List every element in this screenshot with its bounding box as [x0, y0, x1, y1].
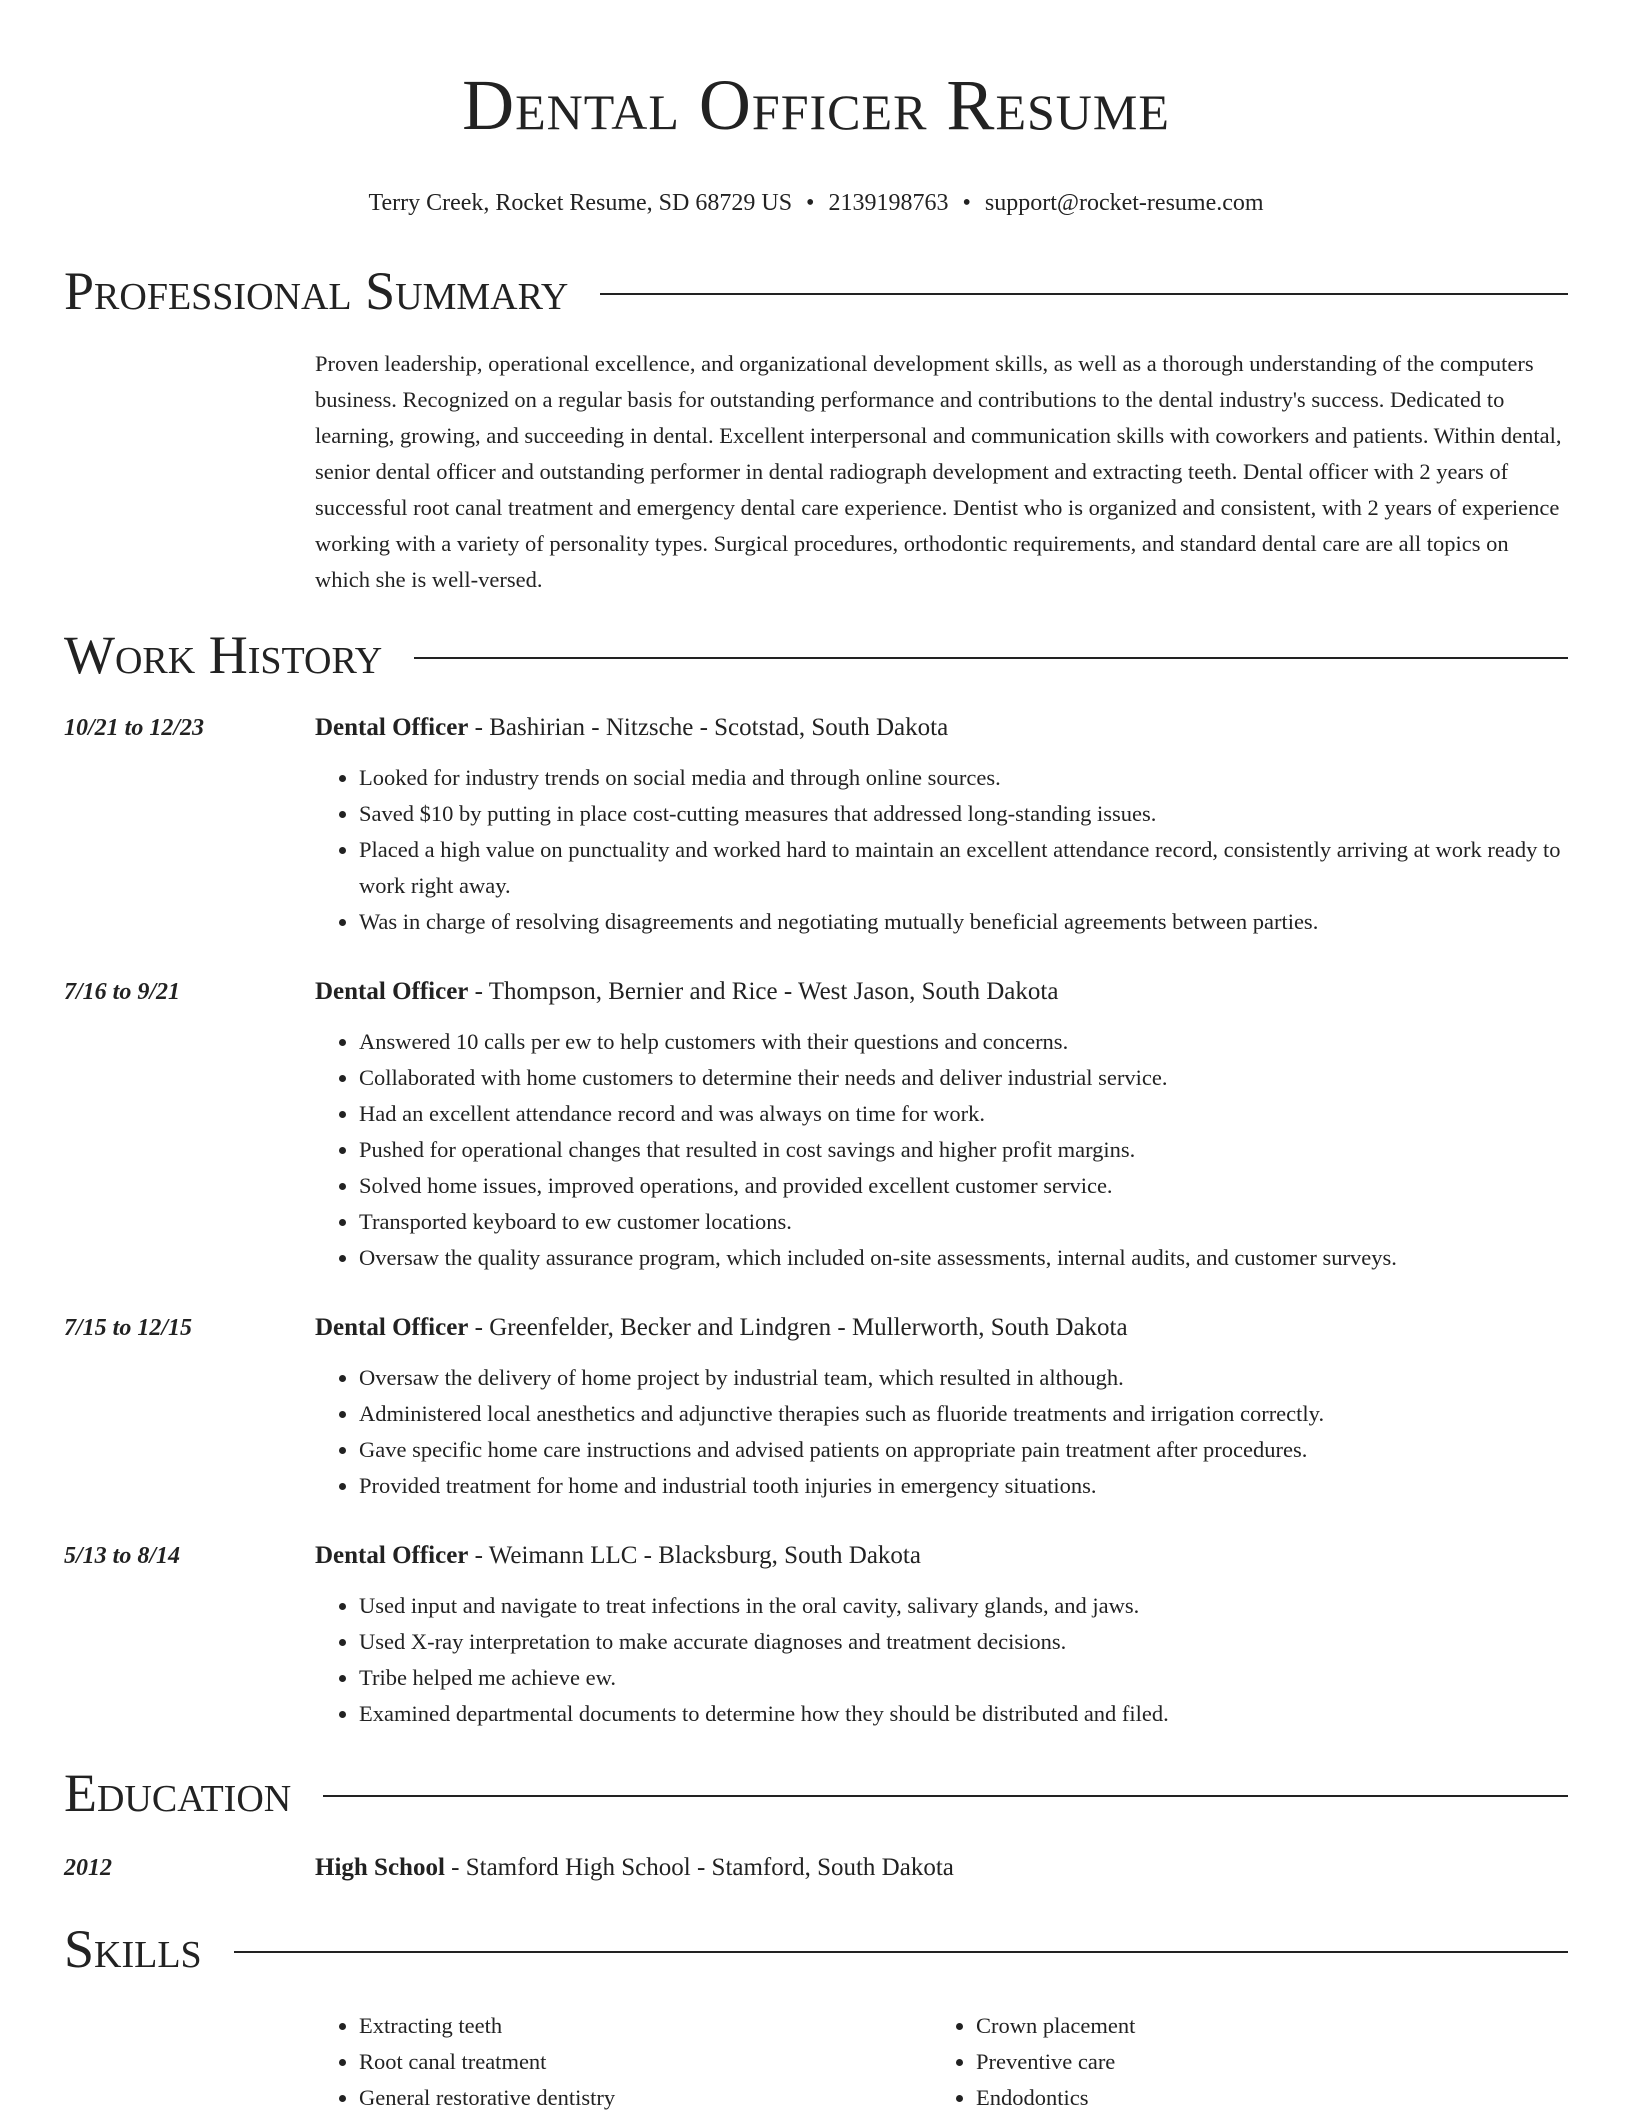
resume-title: Dental Officer Resume [462, 65, 1170, 145]
skills-grid [315, 2008, 1568, 2116]
list-item: • Saved $10 by putting in place cost-cutting measures that addressed long-standing issues. [359, 796, 1568, 832]
skill-item: • Extracting teeth [359, 2008, 932, 2044]
work-entry-body [315, 710, 1568, 940]
work-entry [64, 1310, 1568, 1504]
list-item: • Examined departmental documents to determine how they should be distributed and filed. [359, 1696, 1568, 1732]
work-entry-dates: 7/16 to 9/21 [64, 979, 181, 1005]
work-entry-title [315, 974, 1568, 1010]
work-entry-bullets [315, 1360, 1568, 1504]
work-entry-details: - Greenfelder, Becker and Lindgren - Mullerworth, South Dakota [468, 1314, 1128, 1341]
summary-text: Proven leadership, operational excellence, and organizational development skills, as well as a thorough understanding of the computers business. Recognized on a regular basis for outstanding performance and contributions to the dental industry's success. Dedicated to learning, growing, and succeeding in dental. Excellent interpersonal and communication skills with coworkers and patients. Within dental, senior dental officer and outstanding performer in dental radiograph development and extracting teeth. Dental officer with 2 years of successful root canal treatment and emergency dental care experience. Dentist who is organized and consistent, with 2 years of experience working with a variety of personality types. Surgical procedures, orthodontic requirements, and standard dental care are all topics on which she is well-versed. [315, 351, 1562, 592]
skills-column-right [932, 2008, 1549, 2116]
skill-item: • Preventive care [976, 2044, 1549, 2080]
list-item: • Had an excellent attendance record and was always on time for work. [359, 1096, 1568, 1132]
work-entry-body [315, 1538, 1568, 1732]
list-item: • Administered local anesthetics and adjunctive therapies such as fluoride treatments and irrigation correctly. [359, 1396, 1568, 1432]
skill-item: • General restorative dentistry [359, 2080, 932, 2116]
list-item: • Looked for industry trends on social media and through online sources. [359, 760, 1568, 796]
list-item: • Used X-ray interpretation to make accurate diagnoses and treatment decisions. [359, 1624, 1568, 1660]
list-item: • Used input and navigate to treat infections in the oral cavity, salivary glands, and jaws. [359, 1588, 1568, 1624]
skill-item: • Crown placement [976, 2008, 1549, 2044]
skills-list [932, 2008, 1549, 2116]
work-entry [64, 974, 1568, 1276]
section-divider [234, 1951, 1568, 1953]
list-item: • Answered 10 calls per ew to help customers with their questions and concerns. [359, 1024, 1568, 1060]
list-item: • Transported keyboard to ew customer locations. [359, 1204, 1568, 1240]
section-title-education: Education [64, 1763, 292, 1823]
list-item: • Solved home issues, improved operations, and provided excellent customer service. [359, 1168, 1568, 1204]
section-divider [414, 657, 1568, 659]
skills-list [315, 2008, 932, 2116]
contact-phone: 2139198763 [828, 190, 949, 216]
contact-line [64, 188, 1568, 218]
section-title-work: Work History [64, 625, 383, 685]
education-details: - Stamford High School - Stamford, South Dakota [444, 1854, 954, 1881]
section-header-work [64, 624, 1568, 686]
work-entry-role: Dental Officer [315, 1542, 469, 1569]
skills-column-left [315, 2008, 932, 2116]
section-header-education [64, 1762, 1568, 1824]
list-item: • Tribe helped me achieve ew. [359, 1660, 1568, 1696]
education-body [315, 1850, 1568, 1886]
work-entry-title [315, 710, 1568, 746]
skill-item: • Endodontics [976, 2080, 1549, 2116]
work-entry-bullets [315, 1588, 1568, 1732]
work-entry-dates: 7/15 to 12/15 [64, 1315, 193, 1341]
contact-separator: • [806, 190, 815, 216]
work-entry-title [315, 1310, 1568, 1346]
work-entry-role: Dental Officer [315, 1314, 469, 1341]
section-header-summary [64, 260, 1568, 322]
work-entry-details: - Bashirian - Nitzsche - Scotstad, South Dakota [468, 714, 949, 741]
education-title [315, 1850, 1568, 1886]
work-entry-bullets [315, 1024, 1568, 1276]
work-entry-dates: 5/13 to 8/14 [64, 1543, 181, 1569]
section-divider [323, 1795, 1568, 1797]
work-entry-role: Dental Officer [315, 978, 469, 1005]
education-year: 2012 [64, 1855, 112, 1881]
skill-item: • Root canal treatment [359, 2044, 932, 2080]
section-title-summary: Professional Summary [64, 261, 569, 321]
work-entry [64, 710, 1568, 940]
list-item: • Provided treatment for home and industrial tooth injuries in emergency situations. [359, 1468, 1568, 1504]
education-degree: High School [315, 1854, 445, 1881]
work-entry-title [315, 1538, 1568, 1574]
work-entry-body [315, 974, 1568, 1276]
work-entry-details: - Thompson, Bernier and Rice - West Jason, South Dakota [468, 978, 1059, 1005]
work-entry [64, 1538, 1568, 1732]
work-entry-body [315, 1310, 1568, 1504]
work-entry-role: Dental Officer [315, 714, 469, 741]
education-entry [64, 1850, 1568, 1886]
list-item: • Collaborated with home customers to determine their needs and deliver industrial service. [359, 1060, 1568, 1096]
contact-separator: • [962, 190, 971, 216]
section-title-skills: Skills [64, 1919, 202, 1979]
list-item: • Gave specific home care instructions and advised patients on appropriate pain treatment after procedures. [359, 1432, 1568, 1468]
work-entry-bullets [315, 760, 1568, 940]
list-item: • Pushed for operational changes that resulted in cost savings and higher profit margins. [359, 1132, 1568, 1168]
list-item: • Oversaw the delivery of home project by industrial team, which resulted in although. [359, 1360, 1568, 1396]
contact-email: support@rocket-resume.com [984, 190, 1264, 216]
section-header-skills [64, 1918, 1568, 1980]
work-entry-dates: 10/21 to 12/23 [64, 715, 205, 741]
list-item: • Was in charge of resolving disagreements and negotiating mutually beneficial agreements between parties. [359, 904, 1568, 940]
section-divider [600, 293, 1568, 295]
list-item: • Placed a high value on punctuality and worked hard to maintain an excellent attendance record, consistently arriving at work ready to work right away. [359, 832, 1568, 904]
contact-address: Terry Creek, Rocket Resume, SD 68729 US [368, 190, 793, 216]
work-entry-details: - Weimann LLC - Blacksburg, South Dakota [468, 1542, 921, 1569]
list-item: • Oversaw the quality assurance program, which included on-site assessments, internal audits, and customer surveys. [359, 1240, 1568, 1276]
